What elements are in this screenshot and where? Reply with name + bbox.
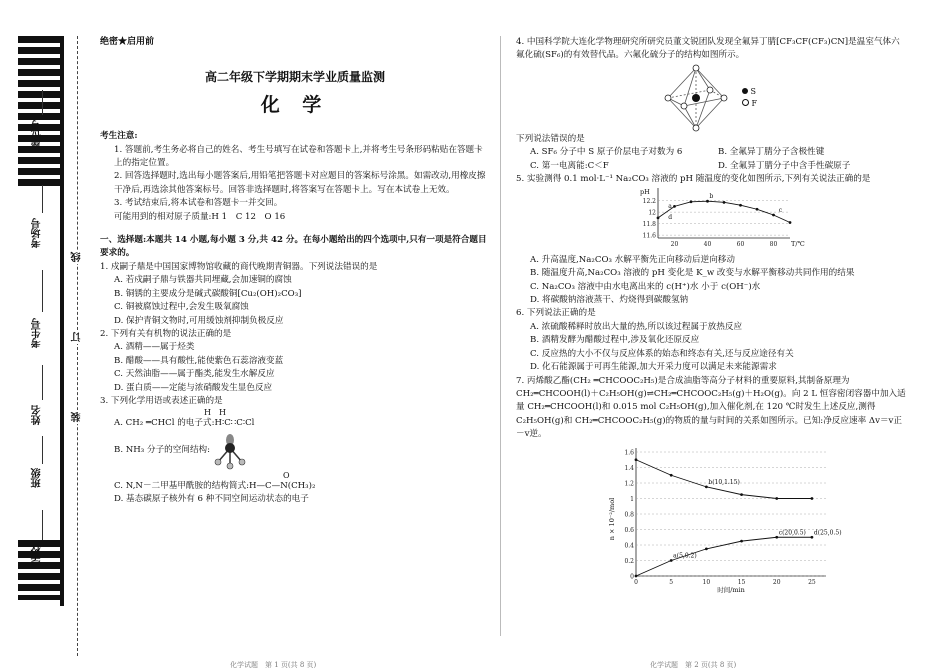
data-point [705,485,708,488]
q3-option-b-row [100,431,490,471]
x-tick-label: 20 [772,578,781,586]
q5-option-b: B. 随温度升高,Na₂CO₃ 溶液的 pH 变化是 K_w 改变与水解平衡移动共同作用的结果 [530,268,855,279]
ph-temperature-chart [636,186,806,248]
q4-stem: 4. 中国科学院大连化学物理研究所研究员董文锐团队发现全氟异丁腈[CF₃CF(CF₃)CN]是温室气体六氟化硫(SF₆)的有效替代品。六氟化硫分子的结构如图所示。 [516,37,900,61]
y-axis-label: n × 10⁻²/mol [608,497,616,540]
y-tick-label: 12 [648,210,656,218]
data-point [772,214,775,217]
x-tick-label: 60 [736,241,745,249]
q4-option-a: A. SF₆ 分子中 S 原子价层电子对数为 6 [530,147,683,158]
section-intro: 一、选择题:本题共 14 小题,每小题 3 分,共 42 分。在每小题给出的四个选项中,只有一项是符合题目要求的。 [100,235,487,259]
binding-margin [0,0,92,672]
y-tick-label: 11.8 [642,221,656,229]
x-tick-label: 25 [808,578,816,586]
x-tick-label: 40 [703,241,712,249]
q5-option-d: D. 将碳酸钠溶液蒸干、灼烧得到碳酸氢钠 [530,295,689,306]
footer-right: 化学试题 第 2 页(共 8 页) [650,661,737,669]
q3-c-top: O [283,470,290,480]
data-point [775,497,778,500]
q1-option-c: C. 铜被腐蚀过程中,会发生吸氧腐蚀 [114,302,249,313]
point-label: a [668,203,672,211]
y-tick-label: 1.4 [624,464,634,472]
data-point [739,204,742,207]
x-tick-label: 0 [634,578,638,586]
sf6-legend [742,86,757,110]
field-name: 姓名 [32,405,43,425]
field-line [42,90,43,115]
field-line [42,365,43,400]
note-item: 1. 答题前,考生务必将自己的姓名、考生号填写在试卷和答题卡上,并将考生号条形码粘贴在答题卡上的指定位置。 [114,144,483,169]
q4-option-c: C. 第一电离能:C＜F [530,160,609,171]
y-axis-label: pH [640,188,650,197]
q1-stem: 1. 戍嗣子鼎是中国国家博物馆收藏的商代晚期青铜器。下列说法错误的是 [100,261,378,272]
data-point [811,535,814,538]
y-tick-label: 0.6 [624,526,634,534]
point-label: a(5,0.2) [673,552,697,560]
q2-stem: 2. 下列有关有机物的说法正确的是 [100,328,232,339]
q4-options [516,146,906,173]
secret-label: 绝密★启用前 [100,37,155,47]
notes-title: 考生注意: [100,131,138,142]
q6-option-a: A. 浓硫酸稀释时放出大量的热,所以该过程属于放热反应 [530,321,743,332]
y-tick-label: 11.6 [642,233,656,241]
data-point [740,539,743,542]
data-point [775,535,778,538]
sf6-structure-icon [656,64,736,132]
barcode-stripes-top [18,36,62,186]
sf6-figure [656,63,906,133]
q4-question: 下列说法错误的是 [516,133,585,144]
q4-option-d: D. 全氟异丁腈分子中含手性碳原子 [718,160,851,171]
q5-option-c: C. Na₂CO₃ 溶液中由水电离出来的 c(H⁺)水 小于 c(OH⁻)水 [530,281,761,292]
x-tick-label: 80 [769,241,778,249]
x-tick-label: 15 [737,578,746,586]
data-point [723,201,726,204]
column-divider [500,36,501,636]
q2-option-a: A. 酒精——属于烃类 [114,342,195,353]
y-tick-label: 1.2 [624,480,634,488]
exam-title: 高二年级下学期期末学业质量监测 [204,70,385,85]
data-point [811,497,814,500]
point-label: b [709,193,714,201]
point-label: b(10,1.15) [708,478,740,486]
seal-mark-staple: 装 [72,412,83,422]
q6-option-d: D. 化石能源属于可再生能源,加大开采力度可以满足未来能源需求 [530,362,777,373]
x-tick-label: 5 [669,578,674,586]
field-line [42,185,43,213]
q2-option-c: C. 天然油脂——属于酯类,能发生水解反应 [114,369,275,380]
cut-line [77,36,78,656]
note-item: 3. 考试结束后,将本试卷和答题卡一并交回。 [114,198,283,209]
q3-a-top: H H [204,408,226,418]
data-point [740,493,743,496]
point-label: c [778,207,783,215]
y-tick-label: 0.8 [624,511,634,519]
binding-bar [60,36,64,606]
seal-mark-bind: 订 [72,332,83,342]
legend-s: S [750,86,757,96]
data-point [670,559,673,562]
s-atom-icon [742,88,748,94]
point-label: c(20,0.5) [778,528,806,536]
legend-f: F [751,98,758,108]
y-tick-label: 0.4 [624,542,634,550]
q5-stem: 5. 实验测得 0.1 mol·L⁻¹ Na₂CO₃ 溶液的 pH 随温度的变化如图所示,下列有关说法正确的是 [516,174,871,185]
f-atom-icon [742,99,749,106]
y-tick-label: 1.6 [624,449,634,457]
nh3-structure-icon [210,432,250,470]
q6-option-c: C. 反应热的大小不仅与反应体系的始态和终态有关,还与反应途径有关 [530,348,794,359]
q7-stem: 7. 丙烯酸乙酯(CH₂ ═CHCOOC₂H₅)是合成油脂等高分子材料的重要原料,其制备原理为 CH₂═CHCOOH(l)＋C₂H₅OH(g)⇌CH₂═CHCOOC₂H₅(g)＋H₂O(g)。向 2 L 恒容密闭容器中加入适量 CH₂═CHCOOH(l)和 0.015 mol C₂H₅OH(g),加入催化剂,在 120 ℃时发生上述反应,测得 C₂H₅OH(g)和 CH₂═CHCOOC₂H₅(g)的物质的量与时间的关系如图所示。已知:净反应速率 Δv＝v正－v逆。 [516,375,906,440]
left-column [100,36,490,507]
q1-option-b: B. 铜锈的主要成分是碱式碳酸铜[Cu₂(OH)₂CO₃] [114,288,302,299]
q3-option-d: D. 基态碳原子核外有 6 种不同空间运动状态的电子 [114,494,309,505]
subject-title: 化 学 [260,93,330,116]
data-point [635,574,638,577]
x-axis-label: 时间/min [717,585,745,594]
q3-option-c: C. N,N－二甲基甲酰胺的结构简式:H—C—N(CH₃)₂ [114,480,316,491]
field-class: 班级 [32,468,43,488]
footer-left: 化学试题 第 1 页(共 8 页) [230,661,317,669]
y-tick-label: 12.2 [642,198,656,206]
q2-option-d: D. 蛋白质——定能与浓硝酸发生显色反应 [114,382,273,393]
q3-stem: 3. 下列化学用语或表述正确的是 [100,395,223,406]
field-school: 学校 [32,545,43,565]
field-line [42,436,43,464]
y-tick-label: 0.2 [624,557,634,565]
field-line [42,270,43,312]
q1-option-d: D. 保护青铜文物时,可用缓蚀剂抑制负极反应 [114,315,284,326]
series-line-2 [636,537,812,576]
data-point [789,222,792,225]
data-point [690,201,693,204]
field-line [42,510,43,540]
point-label: d(25,0.5) [813,528,842,536]
data-point [673,205,676,208]
y-tick-label: 0 [630,573,634,581]
q3-option-a: A. CH₂ ═CHCl 的电子式:H∶C∷C∶Cl [114,418,255,429]
note-item: 2. 回答选择题时,选出每小题答案后,用铅笔把答题卡对应题目的答案标号涂黑。如需改动,用橡皮擦干净后,再选涂其他答案标号。回答非选择题时,将答案写在答题卡上。写在本试卷上无效。 [114,171,486,195]
seal-mark-line: 线 [72,252,83,262]
data-point [670,473,673,476]
field-exam-no: 考生号 [32,318,43,348]
x-axis-unit: T/℃ [791,240,805,249]
right-column [516,36,906,599]
q3-option-b: B. NH₃ 分子的空间结构: [114,445,211,456]
amount-time-chart [606,444,842,594]
series-line-1 [658,202,790,223]
data-point [705,547,708,550]
q5-option-a: A. 升高温度,Na₂CO₃ 水解平衡先正向移动后逆向移动 [530,254,735,265]
q6-stem: 6. 下列说法正确的是 [516,308,596,319]
data-point [635,458,638,461]
field-room: 考场号 [32,218,43,248]
y-tick-label: 1 [630,495,634,503]
atomic-masses: 可能用到的相对原子质量:H 1 C 12 O 16 [114,211,286,222]
data-point [756,208,759,211]
field-seat: 座位号 [32,120,43,150]
x-tick-label: 20 [670,241,679,249]
q2-option-b: B. 醋酸——具有酸性,能使紫色石蕊溶液变蓝 [114,355,284,366]
x-tick-label: 10 [702,578,711,586]
q6-option-b: B. 酒精发酵为醋酸过程中,涉及氧化还原反应 [530,335,700,346]
q4-option-b: B. 全氟异丁腈分子含极性键 [718,147,825,158]
q1-option-a: A. 若戍嗣子鼎与铁器共同埋藏,会加速铜的腐蚀 [114,275,292,286]
data-point [706,200,709,203]
point-label: d [668,214,673,222]
data-point [657,217,660,220]
